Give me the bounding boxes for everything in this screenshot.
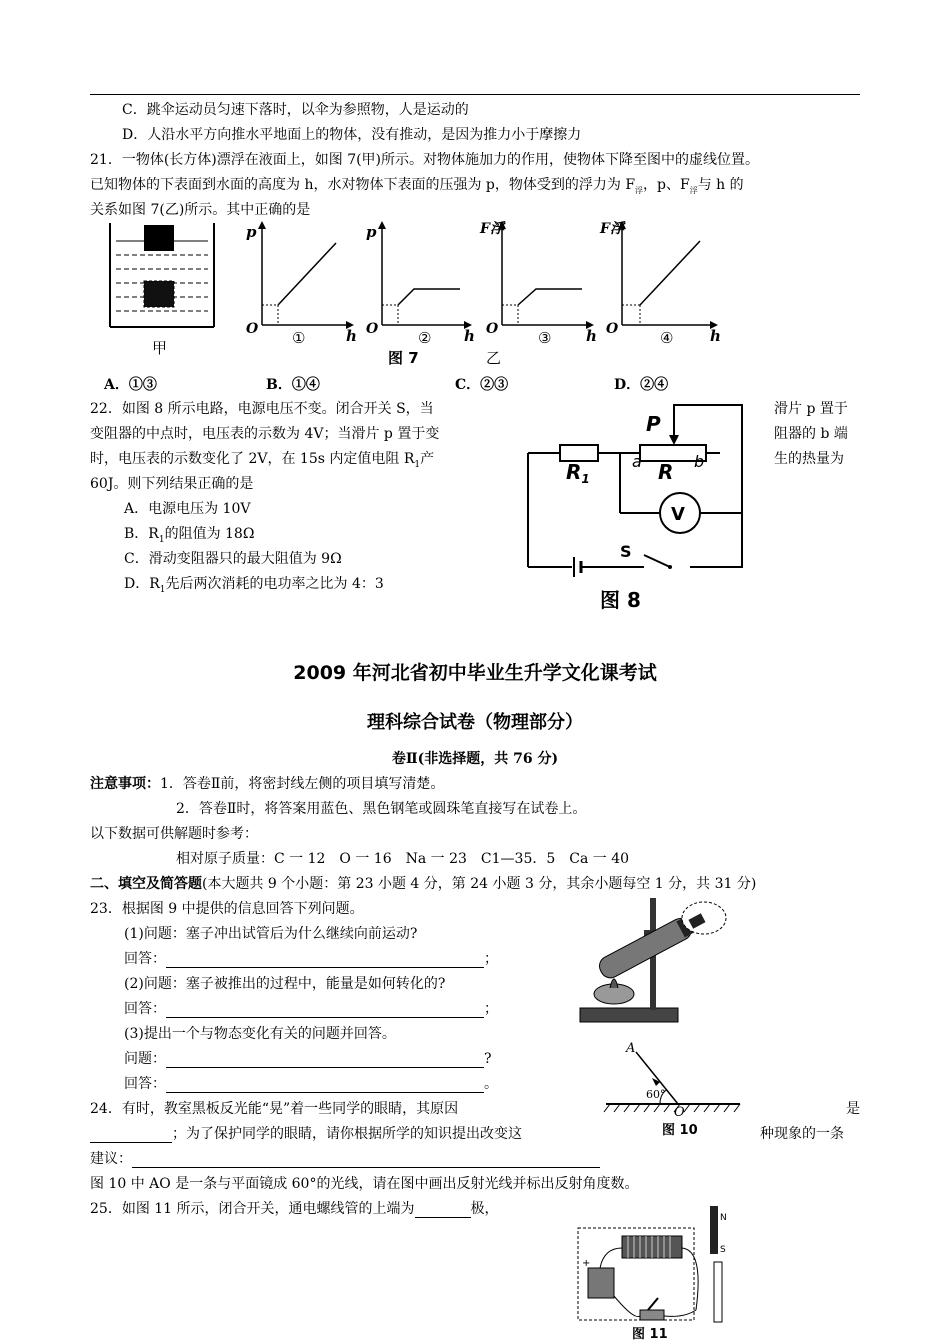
- beaker-diagram: [110, 223, 214, 327]
- battery-plus: +: [582, 1258, 591, 1269]
- q22-option-b: B．$R_1$的阻值为 18Ω: [124, 526, 255, 545]
- q22-line2-right: 阻器的 b 端: [774, 426, 848, 442]
- graph-2-yaxis: p: [366, 223, 377, 241]
- label-o: O: [674, 1105, 685, 1120]
- steam-cloud: [682, 902, 726, 934]
- paper-label: 卷Ⅱ(非选择题，共 76 分): [391, 751, 559, 767]
- prev-option-d: D．人沿水平方向推水平地面上的物体，没有推动，是因为推力小于摩擦力: [122, 127, 582, 143]
- figure-11-electromagnet: [574, 1200, 734, 1344]
- graph-3-xaxis: h: [586, 327, 597, 345]
- header-rule: [90, 94, 860, 95]
- exam-subtitle: 理科综合试卷（物理部分）: [367, 712, 583, 733]
- q24-line1: 24．有时，教室黑板反光能“晃”着一些同学的眼睛，其原因: [90, 1101, 459, 1117]
- q22-option-d: D．$R_1$先后两次消耗的电功率之比为 4：3: [124, 576, 384, 595]
- graph-2-number: ②: [418, 329, 432, 347]
- label-a: A: [626, 1041, 636, 1056]
- label-p: P: [646, 412, 661, 436]
- stand-base: [580, 1008, 678, 1022]
- resistor-r1: [560, 445, 598, 461]
- graph-4-number: ④: [660, 329, 674, 347]
- label-r: R: [658, 460, 674, 484]
- q23-question2: (2)问题：塞子被推出的过程中，能量是如何转化的?: [124, 976, 446, 992]
- q21-option-a: A．①③: [104, 377, 157, 393]
- q21-line3: 关系如图 7(乙)所示。其中正确的是: [90, 202, 311, 218]
- notes-atomic-mass: 相对原子质量：C 一 12 O 一 16 Na 一 23 C1—35．5 Ca 一 40: [176, 851, 630, 867]
- graph-3-number: ③: [538, 329, 552, 347]
- q22-line1: 22．如图 8 所示电路，电源电压不变。闭合开关 S，当: [90, 401, 434, 417]
- q22-option-c: C．滑动变阻器只的最大阻值为 9Ω: [124, 551, 342, 567]
- q23-answer2: 回答： ；: [124, 1001, 498, 1017]
- graph-3-yaxis: F浮: [480, 221, 504, 237]
- switch: [640, 1298, 664, 1320]
- graph-1-origin: O: [246, 321, 259, 337]
- q21-line2: 已知物体的下表面到水面的高度为 h，水对物体下表面的压强为 p，物体受到的浮力为 $F_浮$，p、$F_浮$与 h 的: [90, 177, 744, 195]
- prev-option-c: C．跳伞运动员匀速下落时，以伞为参照物，人是运动的: [122, 102, 469, 118]
- q21-option-b: B．①④: [266, 377, 320, 393]
- figure-8-circuit: [520, 395, 760, 617]
- figure-11-caption: 图 11: [632, 1327, 668, 1342]
- q22-line1-right: 滑片 p 置于: [774, 401, 848, 417]
- q22-line3-right: 生的热量为: [774, 451, 844, 467]
- graph-2-origin: O: [366, 321, 379, 337]
- q23-question1: (1)问题：塞子冲出试管后为什么继续向前运动?: [124, 926, 418, 942]
- q23-answer3: 回答： 。: [124, 1076, 498, 1092]
- q21-option-d: D．②④: [614, 377, 669, 393]
- label-a: a: [632, 452, 642, 471]
- test-tube: [596, 914, 696, 981]
- graph-1-yaxis: p: [246, 223, 257, 241]
- q21-option-c: C．②③: [455, 377, 509, 393]
- graph-3: [479, 220, 597, 347]
- label-yi: 乙: [486, 349, 502, 367]
- battery-pack: [588, 1268, 614, 1298]
- magnet-s: S: [720, 1245, 726, 1255]
- q23-question3: (3)提出一个与物态变化有关的问题并回答。: [124, 1026, 396, 1042]
- label-r1: $R_1$: [566, 460, 590, 486]
- figure-10-caption: 图 10: [662, 1123, 698, 1138]
- wall-bracket: [714, 1262, 722, 1322]
- graph-4-xaxis: h: [710, 327, 721, 345]
- notes-line2: 2．答卷Ⅱ时，将答案用蓝色、黑色钢笔或圆珠笔直接写在试卷上。: [176, 801, 587, 817]
- q25-line1: 25．如图 11 所示，闭合开关，通电螺线管的上端为 极，: [90, 1201, 499, 1217]
- q24-line2-right: 种现象的一条: [760, 1126, 844, 1142]
- magnet-n: N: [720, 1213, 727, 1223]
- q22-line2: 变阻器的中点时，电压表的示数为 4V；当滑片 p 置于变: [90, 426, 440, 442]
- graph-1-number: ①: [292, 329, 306, 347]
- exam-title: 2009 年河北省初中毕业生升学文化课考试: [293, 662, 657, 684]
- figure-7: [100, 215, 740, 385]
- figure-9-apparatus: [574, 890, 734, 1030]
- q22-line4: 60J。则下列结果正确的是: [90, 476, 254, 492]
- q23-stem: 23．根据图 9 中提供的信息回答下列问题。: [90, 901, 364, 917]
- label-jia: 甲: [152, 339, 168, 357]
- figure-7-caption: 图 7: [388, 349, 419, 367]
- graph-3-origin: O: [486, 321, 499, 337]
- graph-4: [599, 220, 721, 347]
- graph-1-xaxis: h: [346, 327, 357, 345]
- graph-4-origin: O: [606, 321, 619, 337]
- q24-line2: ；为了保护同学的眼睛，请你根据所学的知识提出改变这: [90, 1125, 522, 1143]
- graph-1: [246, 221, 357, 347]
- section-2-heading: 二、填空及简答题(本大题共 9 个小题：第 23 小题 4 分，第 24 小题 3 分，其余小题每空 1 分，共 31 分): [90, 876, 757, 892]
- solenoid: [622, 1236, 682, 1258]
- figure-10-mirror: [600, 1038, 750, 1138]
- q21-line1: 21．一物体(长方体)漂浮在液面上，如图 7(甲)所示。对物体施加力的作用，使物体下降至图中的虚线位置。: [90, 152, 760, 168]
- q22-line3: 时，电压表的示数变化了 2V，在 15s 内定值电阻 $R_1$产: [90, 451, 435, 470]
- q24-line4: 图 10 中 AO 是一条与平面镜成 60°的光线，请在图中画出反射光线并标出反射角度数。: [90, 1176, 639, 1192]
- q24-line1-right: 是: [846, 1101, 860, 1117]
- label-v: V: [671, 504, 685, 525]
- graph-4-yaxis: F浮: [600, 221, 624, 237]
- q23-ask-line: 问题： ?: [124, 1051, 492, 1067]
- label-s: S: [620, 542, 632, 561]
- label-b: b: [694, 452, 705, 471]
- graph-2-xaxis: h: [464, 327, 475, 345]
- q24-line3: 建议：: [90, 1150, 600, 1168]
- angle-label: 60°: [646, 1088, 666, 1101]
- q23-answer1: 回答： ；: [124, 951, 498, 967]
- bar-magnet: [710, 1206, 718, 1254]
- notes-ref: 以下数据可供解题时参考：: [90, 826, 258, 842]
- graph-2: [366, 221, 475, 347]
- q22-option-a: A．电源电压为 10V: [124, 501, 251, 517]
- figure-8-caption: 图 8: [600, 588, 641, 612]
- notes-line1: 注意事项：1．答卷Ⅱ前，将密封线左侧的项目填写清楚。: [90, 776, 445, 792]
